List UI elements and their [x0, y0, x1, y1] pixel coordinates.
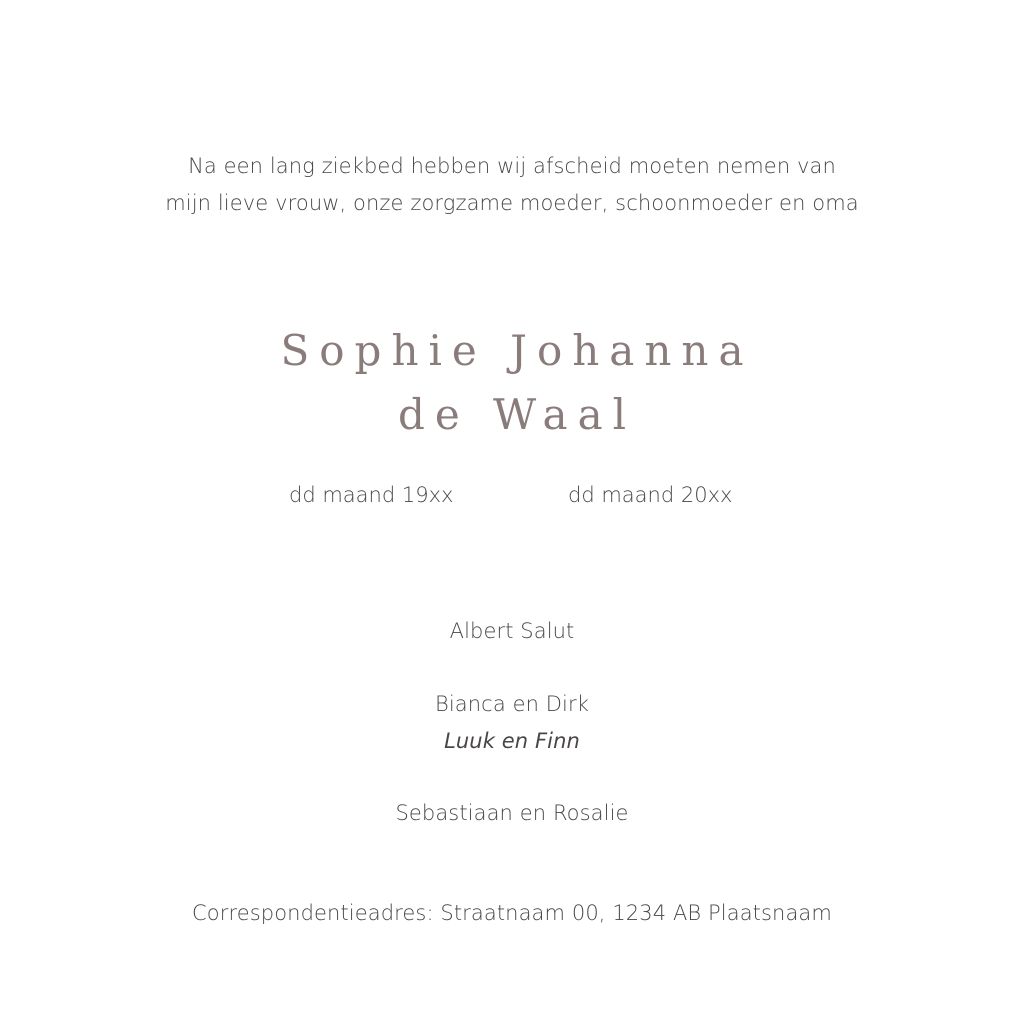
- intro-line-1: Na een lang ziekbed hebben wij afscheid moeten nemen van: [188, 154, 836, 178]
- deceased-surname: de Waal: [397, 390, 637, 439]
- death-date: dd maand 20xx: [568, 483, 733, 507]
- deceased-first-names: Sophie Johanna: [280, 326, 754, 375]
- life-dates: [0, 481, 1024, 509]
- birth-date: dd maand 19xx: [289, 483, 454, 507]
- family-grandchildren-1: Luuk en Finn: [444, 729, 580, 753]
- intro-line-2: mijn lieve vrouw, onze zorgzame moeder, schoonmoeder en oma: [165, 191, 859, 215]
- family-spouse: Albert Salut: [449, 619, 575, 643]
- family-child-2: Sebastiaan en Rosalie: [395, 801, 629, 825]
- correspondence-address: Correspondentieadres: Straatnaam 00, 1234 AB Plaatsnaam: [192, 901, 832, 925]
- family-child-1: Bianca en Dirk: [435, 692, 589, 716]
